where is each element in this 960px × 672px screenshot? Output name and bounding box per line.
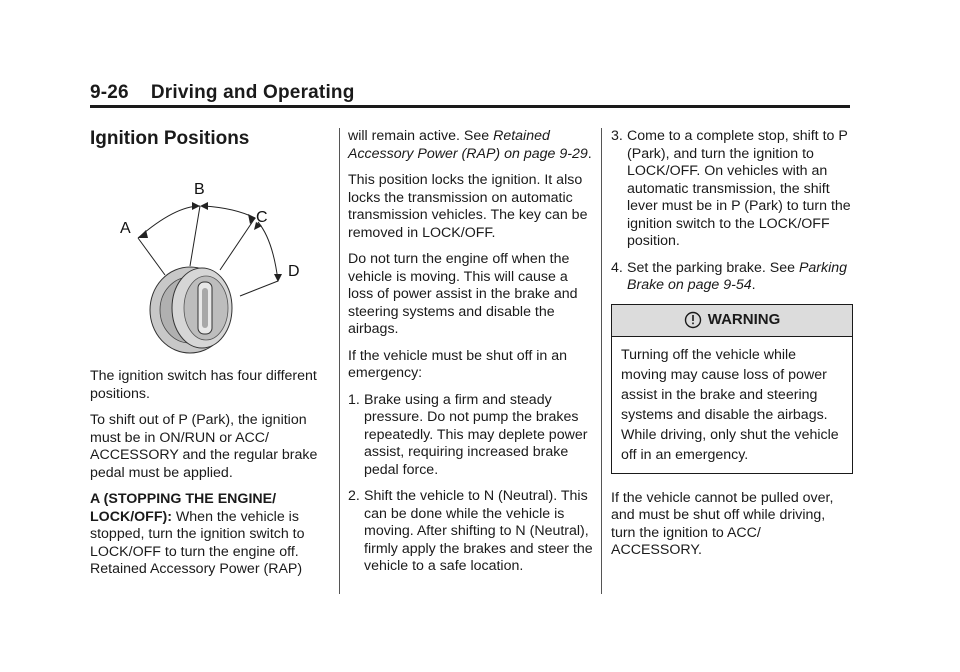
paragraph: If the vehicle must be shut off in an emergency: — [348, 347, 567, 381]
cross-reference-link[interactable]: Parking Brake on page 9-54 — [627, 259, 848, 293]
arc-a-b — [138, 206, 200, 238]
position-line-c — [220, 218, 255, 270]
warning-header — [612, 305, 852, 337]
label-b: B — [194, 181, 205, 198]
list-item — [348, 488, 593, 576]
list-number: 2. — [348, 488, 360, 504]
header-rule — [90, 105, 850, 108]
ignition-diagram — [90, 178, 330, 363]
arrow-b-left — [192, 202, 200, 210]
position-line-d — [240, 281, 278, 296]
page-header — [90, 82, 355, 104]
list-text: Brake using a firm and steady pressure. Do not pump the brakes repeatedly. This may deplete power assist, requiring increased brake pedal force. — [364, 391, 588, 478]
list-text — [627, 260, 853, 295]
chapter-title: Driving and Operating — [150, 82, 355, 103]
arc-c-d — [258, 222, 278, 281]
label-d: D — [288, 263, 300, 280]
paragraph: To shift out of P (Park), the ignition must be in ON/RUN or ACC/ ACCESSORY and the regular brake pedal must be applied. — [90, 412, 318, 481]
paragraph — [348, 128, 593, 163]
paragraph-text: will remain active. See — [348, 128, 494, 144]
warning-text: Turning off the vehicle while moving may cause loss of power assist in the brake and steering systems and disable the airbags. While driving, only shut the vehicle off in an emergency. — [621, 346, 839, 463]
label-c: C — [256, 209, 268, 226]
cross-reference-link[interactable]: Retained Accessory Power (RAP) on page 9-29 — [348, 128, 588, 162]
paragraph: This position locks the ignition. It also locks the transmission on automatic transmission vehicles. The key can be removed in LOCK/OFF. — [348, 172, 588, 241]
ignition-cylinder — [150, 267, 232, 353]
page-number: 9-26 — [90, 82, 129, 103]
list-item — [611, 128, 853, 251]
column-divider — [339, 128, 340, 594]
position-line-b — [190, 206, 200, 266]
arrow-d — [274, 274, 282, 282]
paragraph: Do not turn the engine off when the vehicle is moving. This will cause a loss of power assist in the brake and steering systems and disable the airbags. — [348, 251, 578, 337]
list-text-part: . — [751, 277, 756, 293]
label-a: A — [120, 220, 131, 237]
paragraph: The ignition switch has four different positions. — [90, 368, 317, 402]
warning-icon — [684, 311, 702, 329]
list-number: 1. — [348, 391, 360, 408]
list-number: 3. — [611, 128, 623, 144]
column-1 — [90, 128, 330, 577]
section-title: Ignition Positions — [90, 128, 250, 149]
position-a-heading: A (STOPPING THE ENGINE/ LOCK/OFF): — [90, 491, 277, 525]
position-line-a — [138, 238, 165, 275]
list-item — [611, 260, 853, 295]
arrow-b-right — [200, 202, 208, 210]
column-3 — [611, 128, 853, 569]
list-item — [348, 392, 593, 480]
list-number: 4. — [611, 259, 623, 276]
column-2 — [348, 128, 593, 585]
list-text-part: Set the parking brake. See — [627, 259, 799, 276]
list-text: Come to a complete stop, shift to P (Park), and turn the ignition to LOCK/OFF. On vehicles with an automatic transmission, the shift lever must be in P (Park) to turn the ignition switch to the LOCK/OFF position. — [627, 128, 851, 249]
paragraph: If the vehicle cannot be pulled over, and must be shut off while driving, turn the ignition to ACC/ ACCESSORY. — [611, 489, 834, 558]
paragraph-text: . — [587, 145, 592, 162]
paragraph — [90, 491, 330, 579]
warning-title: WARNING — [707, 310, 781, 328]
column-divider — [601, 128, 602, 594]
warning-box — [611, 304, 853, 474]
arc-b-c — [204, 206, 255, 218]
paragraph-text: When the vehicle is stopped, turn the ignition switch to LOCK/OFF to turn the engine off. Retained Accessory Power (RAP) — [90, 508, 305, 577]
list-text: Shift the vehicle to N (Neutral). This can be done while the vehicle is moving. After shifting to N (Neutral), firmly apply the brakes and steer the vehicle to a safe location. — [364, 488, 593, 574]
